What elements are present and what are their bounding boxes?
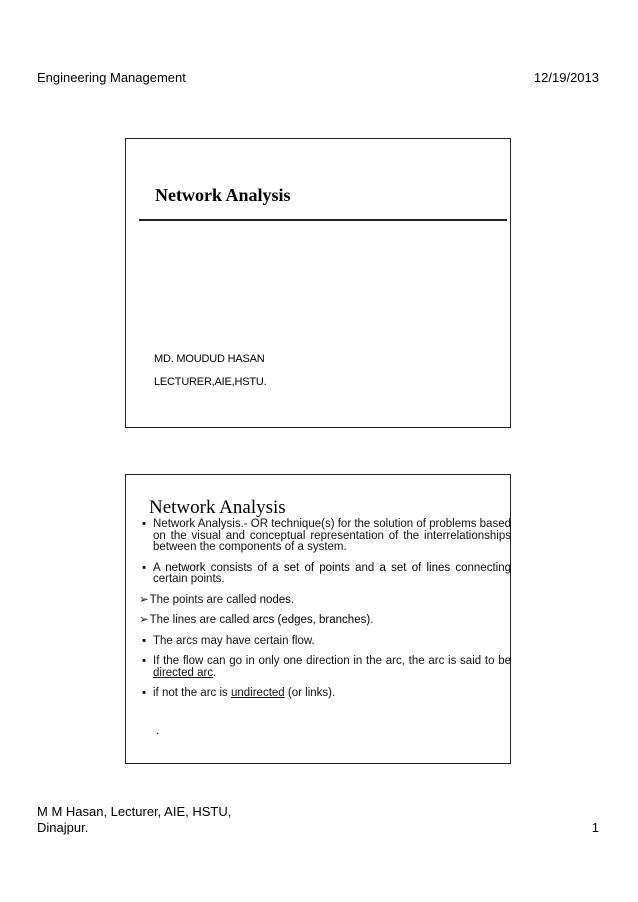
square-bullet-icon: ▪ (142, 561, 147, 574)
author-name: MD. MOUDUD HASAN (154, 353, 265, 365)
list-item (139, 615, 511, 627)
list-item (139, 656, 511, 679)
slide-1-title: Network Analysis (155, 185, 291, 205)
item-text: . (370, 614, 374, 626)
square-bullet-icon: ▪ (142, 634, 147, 647)
header-date: 12/19/2013 (533, 70, 599, 85)
header-course: Engineering Management (37, 70, 186, 85)
page-number: 1 (591, 820, 599, 835)
footer-author-line-2: Dinajpur. (37, 820, 89, 835)
item-text: A (153, 561, 166, 574)
slide-2-title: Network Analysis (149, 497, 286, 518)
slide-2-bullet-list (139, 519, 511, 709)
term-set-of-lines: a set of lines (379, 561, 451, 574)
square-bullet-icon: ▪ (142, 687, 147, 699)
term-arcs: arcs (edges, branches) (252, 614, 371, 626)
item-text: if not the arc is (153, 687, 231, 699)
trailing-dot: . (156, 723, 160, 737)
item-text: The points are called (149, 593, 260, 606)
item-text: consists of (205, 561, 273, 574)
list-item (139, 519, 511, 554)
item-text: and (349, 561, 380, 574)
item-text: (or links). (284, 687, 336, 699)
square-bullet-icon: ▪ (142, 518, 147, 530)
item-text: The arcs may have certain flow. (153, 634, 315, 647)
item-text: . (290, 593, 295, 606)
term-directed-arc: directed arc (153, 666, 214, 679)
slide-1-title-rule (139, 219, 507, 221)
footer-author-line-1: M M Hasan, Lecturer, AIE, HSTU, (37, 804, 232, 819)
arrow-bullet-icon: ➢ (139, 614, 149, 626)
author-role: LECTURER,AIE,HSTU. (154, 376, 267, 388)
arrow-bullet-icon: ➢ (139, 593, 149, 606)
slide-2 (125, 474, 511, 764)
list-item (139, 636, 511, 648)
term-undirected: undirected (230, 687, 285, 699)
list-item (139, 563, 511, 586)
item-text: If the flow can go in only one direction in the arc, the arc is said to be (153, 655, 511, 667)
item-text: . (213, 666, 217, 679)
list-item (139, 595, 511, 607)
term-nodes: nodes (259, 593, 291, 606)
term-network: network (165, 561, 206, 574)
square-bullet-icon: ▪ (142, 655, 147, 667)
footer-author (37, 804, 231, 836)
item-text: The lines are called (149, 614, 253, 626)
list-item (139, 688, 511, 700)
slide-1 (125, 138, 511, 428)
term-set-of-points: a set of points (272, 561, 350, 574)
item-text: connecting certain points. (153, 561, 511, 585)
item-text: Network Analysis.- OR technique(s) for the solution of problems based on the visual and conceptual representation of the interrelationships between the components of a system. (153, 518, 511, 553)
